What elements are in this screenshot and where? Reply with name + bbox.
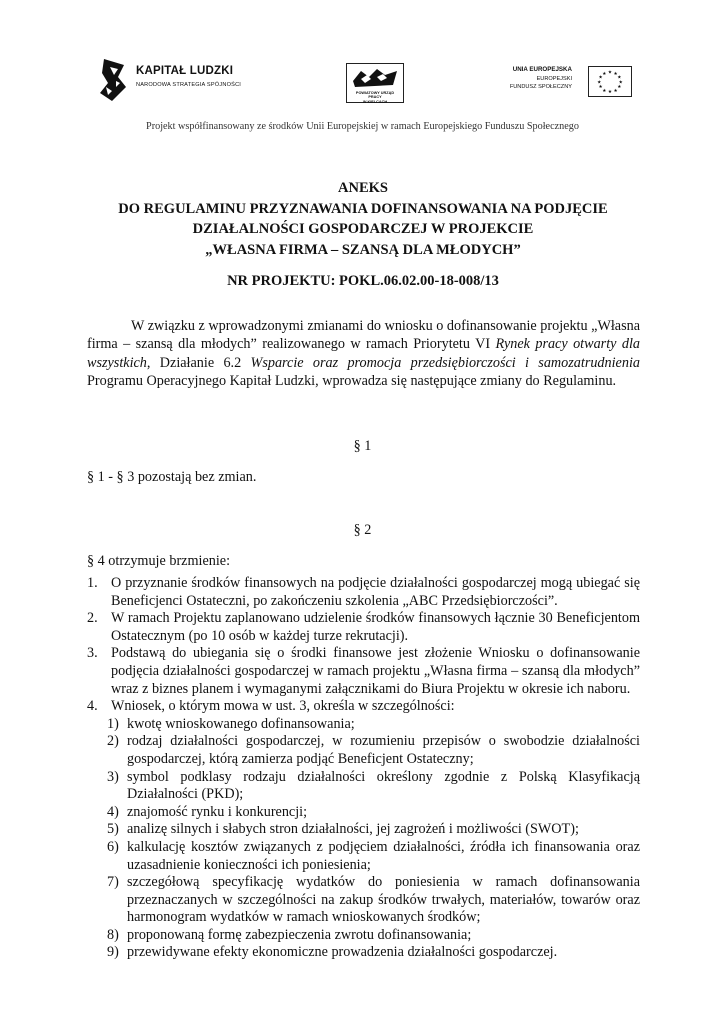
title-line-3: DZIAŁALNOŚCI GOSPODARCZEJ W PROJEKCIE xyxy=(192,221,534,237)
pup-emblem-icon xyxy=(347,65,403,91)
sub-item-text: proponowaną formę zabezpieczenia zwrotu dofinansowania; xyxy=(127,926,472,943)
intro-text-2: , Działanie 6.2 xyxy=(146,354,251,371)
list-item-text: O przyznanie środków finansowych na podjęcie działalności gospodarczej mogą ubiegać się Beneficjenci Ostateczni, po zakończeniu szkolenia „ABC Przedsiębiorczości”. xyxy=(111,575,640,609)
document-title xyxy=(80,178,646,260)
sub-item-number: 6) xyxy=(107,838,119,855)
requirements-list xyxy=(87,575,640,962)
title-line-1: ANEKS xyxy=(338,180,388,196)
sub-item-number: 1) xyxy=(107,715,119,732)
list-item-number: 2. xyxy=(87,610,98,627)
svg-text:★: ★ xyxy=(617,75,622,81)
sub-item-number: 8) xyxy=(107,926,119,943)
kapital-ludzki-subtitle: NARODOWA STRATEGIA SPÓJNOŚCI xyxy=(136,82,242,88)
eu-logo-line1: UNIA EUROPEJSKA xyxy=(512,66,572,73)
svg-text:★: ★ xyxy=(607,90,613,96)
intro-text-1: W związku z wprowadzonymi zmianami do wniosku o dofinansowanie projektu „Własna firma – szansą dla młodych” realizowanego w ramach Priorytetu VI xyxy=(87,318,640,353)
eu-flag-icon xyxy=(588,66,632,97)
sub-item-number: 9) xyxy=(107,944,119,961)
kapital-ludzki-title: KAPITAŁ LUDZKI xyxy=(136,65,234,77)
kapital-ludzki-logo xyxy=(98,57,268,103)
intro-italic-2: Wsparcie oraz promocja przedsiębiorczości i samozatrudnienia xyxy=(250,354,640,371)
eu-logo-line3: FUNDUSZ SPOŁECZNY xyxy=(509,84,572,90)
pup-logo xyxy=(346,63,404,103)
section-1-heading: § 1 xyxy=(353,438,372,454)
pup-caption-line1: POWIATOWY URZĄD PRACY xyxy=(355,91,395,100)
eu-logo xyxy=(508,66,630,98)
title-line-4: „WŁASNA FIRMA – SZANSĄ DLA MŁODYCH” xyxy=(205,241,521,258)
sub-item-text: symbol podklasy rodzaju działalności określony zgodnie z Polską Klasyfikacją Działalności (PKD); xyxy=(127,768,640,803)
sub-item-text: znajomość rynku i konkurencji; xyxy=(127,803,308,820)
intro-paragraph xyxy=(87,317,640,391)
sub-list-item xyxy=(87,733,640,768)
list-item-number: 3. xyxy=(87,645,98,662)
sub-list-item xyxy=(87,839,640,874)
list-item-text: Wniosek, o którym mowa w ust. 3, określa w szczególności: xyxy=(111,698,455,715)
list-item-text: Podstawą do ubiegania się o środki finansowe jest złożenie Wniosku o dofinansowanie podjęcia działalności gospodarczej w ramach projektu „Własna firma – szansą dla młodych” wraz z biznes planem i wymaganymi załącznikami do Biura Projektu w okresie ich naboru. xyxy=(111,645,640,697)
svg-text:★: ★ xyxy=(613,71,618,77)
project-number: NR PROJEKTU: POKL.06.02.00-18-008/13 xyxy=(227,273,499,289)
sub-list-item xyxy=(87,769,640,804)
pup-caption xyxy=(349,91,401,104)
svg-text:★: ★ xyxy=(602,71,607,77)
pup-caption-line2: W KIELCACH xyxy=(362,99,388,104)
intro-text-3: Programu Operacyjnego Kapitał Ludzki, wprowadza się następujące zmiany do Regulaminu. xyxy=(87,373,617,390)
sub-item-text: analizę silnych i słabych stron działalności, jej zagrożeń i możliwości (SWOT); xyxy=(127,821,579,838)
list-item xyxy=(87,645,640,698)
list-item-text: W ramach Projektu zaplanowano udzielenie środków finansowych łącznie 30 Beneficjentom Ostatecznym (po 10 osób w każdej turze rekrutacji). xyxy=(111,610,640,644)
sub-item-text: rodzaj działalności gospodarczej, w rozumieniu przepisów o swobodzie działalności gospodarczej, którą zamierza podjąć Beneficjent Ostateczny; xyxy=(127,733,640,767)
list-item-number: 1. xyxy=(87,575,98,591)
sub-item-text: szczegółową specyfikację wydatków do poniesienia w ramach dofinansowania przeznaczanych w szczególności na zakup środków trwałych, materiałów, towarów oraz harmonogram wydatków w ramach wnioskowanych środków; xyxy=(127,874,640,926)
sub-item-text: przewidywane efekty ekonomiczne prowadzenia działalności gospodarczej. xyxy=(127,944,558,961)
list-item xyxy=(87,698,640,716)
svg-text:★: ★ xyxy=(613,88,618,94)
list-item xyxy=(87,610,640,645)
intro-italic-1: Rynek pracy otwarty dla wszystkich xyxy=(87,336,640,371)
sub-item-text: kalkulację kosztów związanych z podjęciem działalności, źródła ich finansowania oraz uzasadnienie konieczności ich poniesienia; xyxy=(127,838,640,873)
section-2-heading: § 2 xyxy=(353,522,372,538)
svg-text:★: ★ xyxy=(607,70,613,76)
sub-list-item xyxy=(87,821,640,839)
section-1-text: § 1 - § 3 pozostają bez zmian. xyxy=(87,469,257,485)
svg-text:★: ★ xyxy=(618,80,623,86)
svg-text:★: ★ xyxy=(597,80,602,86)
list-item-number: 4. xyxy=(87,698,98,715)
sub-item-number: 3) xyxy=(107,768,119,785)
title-line-2: DO REGULAMINU PRZYZNAWANIA DOFINANSOWANIA NA PODJĘCIE xyxy=(118,200,608,217)
svg-text:★: ★ xyxy=(598,75,603,81)
svg-text:★: ★ xyxy=(602,88,607,94)
sub-item-text: kwotę wnioskowanego dofinansowania; xyxy=(127,715,355,732)
svg-text:★: ★ xyxy=(598,85,603,91)
sub-list-item xyxy=(87,944,640,962)
eu-logo-line2: EUROPEJSKI xyxy=(536,76,572,82)
svg-text:★: ★ xyxy=(617,85,622,91)
sub-list-item xyxy=(87,927,640,945)
sub-list-item xyxy=(87,874,640,927)
section-2-text: § 4 otrzymuje brzmienie: xyxy=(87,553,231,569)
sub-item-number: 2) xyxy=(107,733,119,750)
list-item xyxy=(87,575,640,610)
cofinancing-note: Projekt współfinansowany ze środków Unii Europejskiej w ramach Europejskiego Funduszu Społecznego xyxy=(146,121,579,132)
kapital-ludzki-emblem-icon xyxy=(98,57,128,103)
sub-list-item xyxy=(87,804,640,822)
sub-item-number: 7) xyxy=(107,874,119,891)
sub-item-number: 5) xyxy=(107,821,119,838)
sub-list-item xyxy=(87,716,640,734)
sub-item-number: 4) xyxy=(107,803,119,820)
